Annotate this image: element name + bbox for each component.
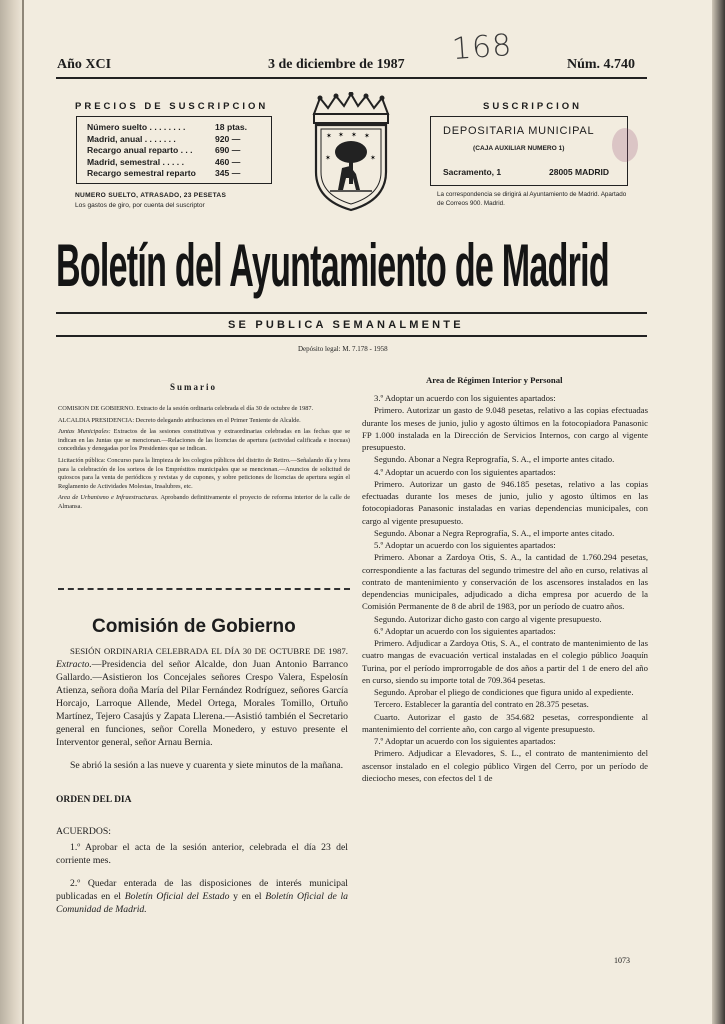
issue-number: Núm. 4.740 xyxy=(567,57,636,72)
paragraph: Cuarto. Autorizar el gasto de 354.682 pesetas, correspondiente al mantenimiento del corriente año, con cargo al vigente presupuesto. xyxy=(362,711,648,734)
summary-item: Area de Urbanismo e Infraestructuras. Aprobando definitivamente el proyecto de reforma interior de la calle de Almansa. xyxy=(58,494,351,510)
header-rule xyxy=(56,77,647,79)
frequency-line: SE PUBLICA SEMANALMENTE xyxy=(228,319,464,331)
madrid-coat-of-arms-icon xyxy=(306,92,396,214)
page-edge xyxy=(712,0,725,1024)
single-issue-note: NUMERO SUELTO, ATRASADO, 23 PESETAS xyxy=(75,192,227,199)
paragraph: Segundo. Abonar a Negra Reprografía, S. A., el importe antes citado. xyxy=(374,527,615,538)
paragraph: 4.º Adoptar un acuerdo con los siguientes apartados: xyxy=(374,466,556,477)
agreements-heading: ACUERDOS: xyxy=(56,826,111,837)
price-row: Madrid, anual . . . . . . . 920 — xyxy=(87,133,241,144)
area-heading: Area de Régimen Interior y Personal xyxy=(426,375,563,385)
book-spine xyxy=(0,0,24,1024)
newspaper-title: Boletín del Ayuntamiento de Madrid xyxy=(56,230,609,300)
session-extract: SESIÓN ORDINARIA CELEBRADA EL DÍA 30 DE OCTUBRE DE 1987. Extracto.—Presidencia del señor Alcalde, don Juan Antonio Barranco Gallardo.—Asistieron los Concejales señores Crespo Valera, Espelosín Atienza, señora doña María del Pilar Fernández Rodríguez, señores García Horcajo, Larroque Allende, Medel Ortega, Morales Tomillo, Ortuño Martínez, Tejero Casajús y Zapata Llerena.—Asistió también el Secretario general en funciones, señor Corella Monedero, y estuvo presente el Interventor general, señor Arnau Bernia. Se abrió la sesión a las nueve y cuarenta y siete minutos de la mañana. ORDEN DEL DIA ACUERDOS: 1.º Aprobar el acta de la sesión anterior, celebrada el día 23 del corriente mes. 2.º Quedar enterada de las disposiciones de interés municipal publicadas en el Boletín Oficial del Estado y en el Boletín Oficial de la Comunidad de Madrid. xyxy=(56,646,348,915)
agreement-2: 2.º Quedar enterada de las disposiciones de interés municipal publicadas en el Boletín Oficial del Estado y en el Boletín Oficial de la Comunidad de Madrid. xyxy=(56,878,348,915)
prices-heading: PRECIOS DE SUSCRIPCION xyxy=(75,101,269,112)
correspondence-note: La correspondencia se dirigirá al Ayuntamiento de Madrid. Apartado de Correos 900. Madrid. xyxy=(437,191,627,207)
paragraph: Primero. Adjudicar a Elevadores, S. L., el contrato de mantenimiento del ascensor instalado en el colegio público Virgen del Cerro, por un período de dieciocho meses, con efectos del 1 de xyxy=(362,748,648,783)
summary-item: Licitación pública: Concurso para la limpieza de los colegios públicos del distrito de Retiro.—Señalando día y hora para la celebración de los sorteos de los Empréstitos municipales que se mencionan.—Anuncios de solicitud de quioscos para la venta de periódicos y revistas y de cupones, y sobre peticiones de licencias de apertura según el Reglamento de Actividades Molestas, Insalubres, etc. xyxy=(58,456,350,490)
paragraph: Primero. Abonar a Zardoya Otis, S. A., la cantidad de 1.760.294 pesetas, correspondiente a las facturas del segundo trimestre del año en curso, relativas al contrato de mantenimiento y conservación de los ascensores instalados en las dependencias municipales, adjudicado a dicha empresa por acuerdo de la Comisión Permanente de 8 de abril de 1983, por un período de cuatro años. xyxy=(362,552,648,612)
paragraph: 7.º Adoptar un acuerdo con los siguientes apartados: xyxy=(374,736,556,746)
handwritten-annotation: 168 xyxy=(450,27,514,68)
summary-item: ALCALDIA PRESIDENCIA: Decreto delegando atribuciones en el Primer Teniente de Alcalde. xyxy=(58,416,301,424)
subscription-office-box xyxy=(430,116,628,186)
paragraph: 6.º Adoptar un acuerdo con los siguientes apartados: xyxy=(374,625,556,636)
office-city: 28005 MADRID xyxy=(549,167,609,177)
svg-text:✶: ✶ xyxy=(338,131,344,139)
issue-date: 3 de diciembre de 1987 xyxy=(268,57,405,72)
prices-box xyxy=(76,116,272,184)
office-street: Sacramento, 1 xyxy=(443,167,502,177)
paragraph: Segundo. Abonar a Negra Reprografía, S. A., el importe antes citado. xyxy=(374,454,615,465)
summary-list xyxy=(58,405,350,512)
price-row: Número suelto . . . . . . . . 18 ptas. xyxy=(87,122,248,132)
svg-text:✶: ✶ xyxy=(326,132,332,140)
prices-list xyxy=(87,122,263,180)
summary-item: Juntas Municipales: Extractos de las sesiones constitutivas y extraordinarias celebradas en las fechas que se indican en las Juntas que se mencionan.—Relaciones de las licencias de apertura (actividad calificada e inocuas) concedidas y denegadas por los Presidentes que se indican. xyxy=(58,428,350,453)
subscription-heading: SUSCRIPCION xyxy=(483,101,582,112)
paragraph: Tercero. Establecer la garantía del contrato en 28.375 pesetas. xyxy=(374,699,589,710)
paragraph: Primero. Autorizar un gasto de 9.048 pesetas, relativo a las copias efectuadas durante los meses de junio, julio y agosto últimos en la fotocopiadora Panasonic FP 1.000 instalada en la Dirección de Servicios Internos, con cargo al vigente presupuesto. xyxy=(362,405,648,452)
paragraph: Primero. Autorizar un gasto de 946.185 pesetas, relativo a las copias efectuadas durante los meses de junio, julio y agosto últimos en las fotocopiadoras Panasonic instaladas en varias dependencias municipales, con cargo al vigente presupuesto. xyxy=(362,478,648,526)
price-row: Madrid, semestral . . . . . 460 — xyxy=(87,156,241,167)
svg-text:✶: ✶ xyxy=(364,132,370,140)
svg-text:✶: ✶ xyxy=(351,131,357,139)
legal-deposit: Depósito legal: M. 7.178 - 1958 xyxy=(298,345,388,353)
paragraph: 3.º Adoptar un acuerdo con los siguientes apartados: xyxy=(374,393,556,403)
price-row: Recargo semestral reparto 345 — xyxy=(87,168,241,178)
ink-stamp xyxy=(612,128,638,162)
session-start: Se abrió la sesión a las nueve y cuarenta y siete minutos de la mañana. xyxy=(70,760,344,771)
paragraph: 5.º Adoptar un acuerdo con los siguientes apartados: xyxy=(374,540,556,550)
masthead-rule-top xyxy=(56,312,647,314)
right-column-text xyxy=(362,392,648,784)
office-subtitle: (CAJA AUXILIAR NUMERO 1) xyxy=(473,145,565,152)
page-number: 1073 xyxy=(614,956,630,965)
svg-text:✶: ✶ xyxy=(325,154,331,162)
price-row: Recargo anual reparto . . . 690 — xyxy=(87,145,241,155)
year-label: Año XCI xyxy=(57,57,112,72)
svg-text:✶: ✶ xyxy=(370,154,376,162)
office-name: DEPOSITARIA MUNICIPAL xyxy=(443,125,595,137)
decorative-divider xyxy=(58,588,350,593)
postage-note: Los gastos de giro, por cuenta del suscriptor xyxy=(75,202,205,209)
agenda-heading: ORDEN DEL DIA xyxy=(56,795,132,805)
agreement-1: 1.º Aprobar el acta de la sesión anterior, celebrada el día 23 del corriente mes. xyxy=(56,842,348,866)
paragraph: Primero. Adjudicar a Zardoya Otis, S. A., el contrato de mantenimiento de las cuatro mangas de evacuación vertical instaladas en el colegio público Joaquín Turina, por el período improrrogable de dos años a partir del 1 de enero del año en curso, siendo su importe total de 709.364 pesetas. xyxy=(362,638,648,685)
paragraph: Segundo. Aprobar el pliego de condiciones que figura unido al expediente. xyxy=(374,687,634,697)
section-title: Comisión de Gobierno xyxy=(92,616,296,637)
summary-item: COMISION DE GOBIERNO. Extracto de la sesión ordinaria celebrada el día 30 de octubre de 1987. xyxy=(58,405,314,412)
masthead-rule-bottom xyxy=(56,335,647,337)
summary-heading: Sumario xyxy=(170,382,218,392)
paragraph: Segundo. Autorizar dicho gasto con cargo al vigente presupuesto. xyxy=(374,613,602,624)
